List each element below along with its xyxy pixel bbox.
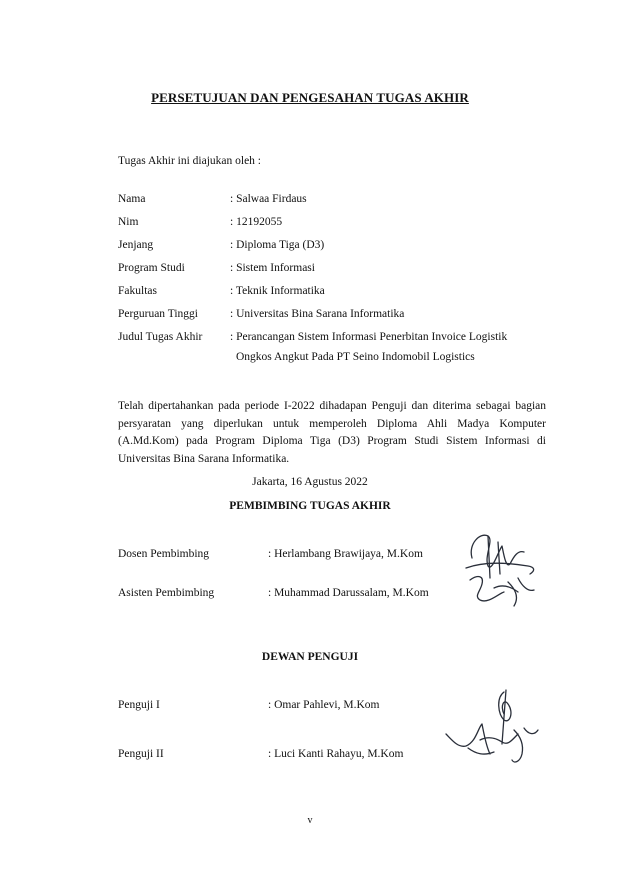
sig-value: : Muhammad Darussalam, M.Kom	[268, 587, 429, 599]
intro-text: Tugas Akhir ini diajukan oleh :	[118, 155, 262, 167]
info-value: : Teknik Informatika	[230, 285, 325, 297]
pembimbing-heading: PEMBIMBING TUGAS AKHIR	[229, 500, 391, 512]
info-value: : Universitas Bina Sarana Informatika	[230, 308, 405, 320]
sig-value: : Herlambang Brawijaya, M.Kom	[268, 548, 423, 560]
info-label: Program Studi	[118, 262, 185, 274]
info-label: Nim	[118, 216, 139, 228]
page-title: PERSETUJUAN DAN PENGESAHAN TUGAS AKHIR	[151, 90, 469, 105]
penguji-2-row	[118, 748, 403, 760]
info-value: : Salwaa Firdaus	[230, 193, 307, 205]
penguji-heading: DEWAN PENGUJI	[261, 651, 359, 663]
info-row-program-studi	[118, 262, 315, 274]
sig-value: : Luci Kanti Rahayu, M.Kom	[268, 748, 404, 760]
info-value: : Perancangan Sistem Informasi Penerbitan Invoice Logistik	[230, 331, 508, 343]
judul-continuation: Ongkos Angkut Pada PT Seino Indomobil Logistics	[236, 351, 475, 363]
info-label: Nama	[118, 193, 146, 205]
info-row-nama	[118, 193, 307, 205]
asisten-pembimbing-row	[118, 587, 429, 599]
sig-label: Penguji II	[118, 748, 164, 760]
info-row-judul	[118, 331, 507, 343]
penguji-signature	[438, 684, 542, 776]
sig-label: Penguji I	[118, 699, 160, 711]
sig-label: Dosen Pembimbing	[118, 548, 210, 560]
info-row-perguruan-tinggi	[118, 308, 404, 320]
info-value: : Diploma Tiga (D3)	[230, 239, 325, 251]
info-value: : 12192055	[230, 216, 283, 228]
sig-label: Asisten Pembimbing	[118, 587, 215, 599]
approval-paragraph: Telah dipertahankan pada periode I-2022 dihadapan Penguji dan diterima sebagai bagian persyaratan yang diperlukan untuk memperoleh Diploma Ahli Madya Komputer (A.Md.Kom) pada Program Diploma Tiga (D3) Program Studi Sistem Informasi di Universitas Bina Sarana Informatika.	[118, 400, 546, 465]
pembimbing-signature	[458, 522, 542, 614]
info-row-jenjang	[118, 239, 324, 251]
info-label: Fakultas	[118, 285, 157, 297]
dosen-pembimbing-row	[118, 548, 423, 560]
info-row-nim	[118, 216, 282, 228]
info-row-fakultas	[118, 285, 325, 297]
info-label: Jenjang	[118, 239, 154, 251]
page-number: v	[307, 815, 313, 826]
info-label: Judul Tugas Akhir	[118, 331, 203, 343]
sig-value: : Omar Pahlevi, M.Kom	[268, 699, 380, 711]
info-value: : Sistem Informasi	[230, 262, 315, 274]
penguji-1-row	[118, 699, 379, 711]
place-date: Jakarta, 16 Agustus 2022	[252, 476, 368, 488]
info-label: Perguruan Tinggi	[118, 308, 198, 320]
